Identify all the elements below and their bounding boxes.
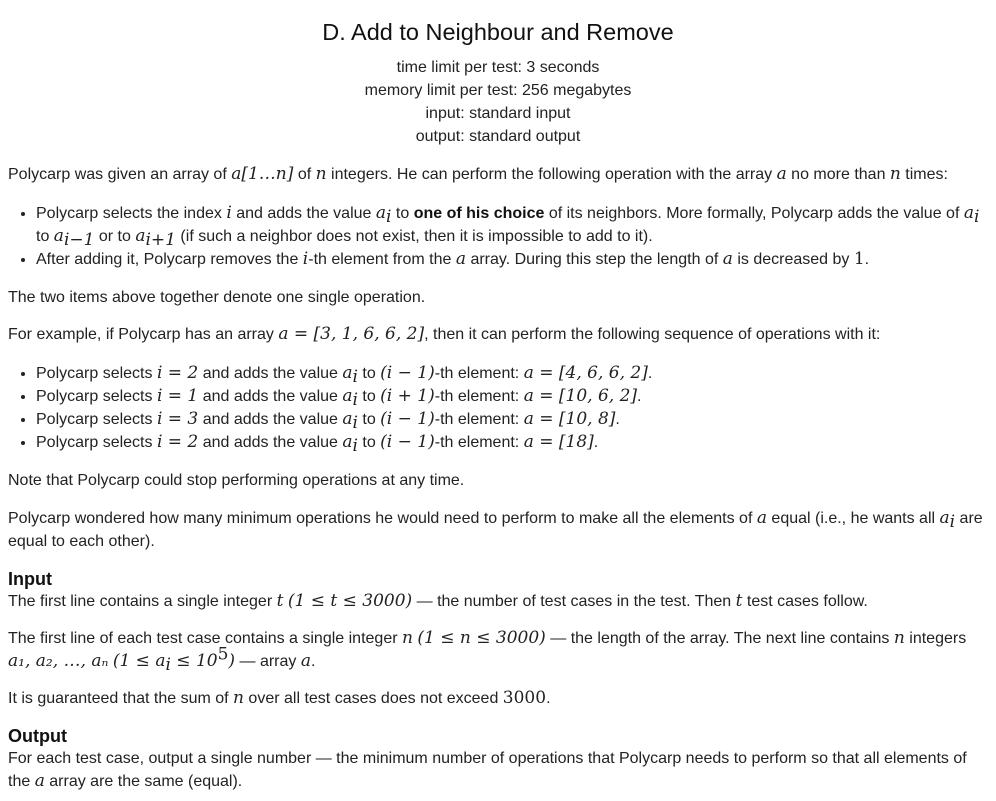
list-item: • Polycarp selects i = 1 and adds the value $a_i$ to (i + 1)-th element: a = [10, 6, 2]. bbox=[36, 385, 984, 408]
math-subscript: i bbox=[973, 207, 980, 228]
math: ≤ 10 bbox=[170, 651, 218, 671]
problem-title: D. Add to Neighbour and Remove bbox=[322, 19, 674, 45]
math-subscript: i+1 bbox=[145, 230, 176, 251]
statement-paragraph: The two items above together denote one single operation. bbox=[8, 289, 426, 306]
math-subscript: i bbox=[352, 436, 358, 457]
math: a = [18] bbox=[523, 432, 594, 452]
math: i = 3 bbox=[156, 409, 199, 429]
math: a bbox=[342, 432, 353, 452]
math: i = 1 bbox=[156, 386, 199, 406]
math: a bbox=[342, 409, 353, 429]
input-paragraph: The first line contains a single integer t (1 ≤ t ≤ 3000) — the number of test cases in the test. Then t test cases follow. bbox=[8, 591, 868, 611]
statement-paragraph: Polycarp wondered how many minimum operations he would need to perform to make all the elements of a equal (i.e., he wants all $a_i$ are equal to each other). bbox=[8, 508, 983, 550]
time-limit: time limit per test: 3 seconds bbox=[396, 59, 600, 76]
math: n bbox=[889, 164, 901, 184]
math: (i + 1) bbox=[380, 386, 435, 406]
math: 1 bbox=[853, 249, 865, 269]
math: i = 2 bbox=[156, 432, 199, 452]
statement-paragraph: For example, if Polycarp has an array a = [3, 1, 6, 6, 2], then it can perform the following sequence of operations with it: bbox=[8, 324, 881, 344]
math: a = [3, 1, 6, 6, 2] bbox=[278, 324, 425, 344]
math: a bbox=[53, 226, 64, 246]
list-item: • Polycarp selects i = 2 and adds the value $a_i$ to (i − 1)-th element: a = [18]. bbox=[36, 431, 984, 454]
math: a bbox=[756, 508, 767, 528]
input-section bbox=[8, 568, 984, 710]
math-subscript: i bbox=[352, 413, 358, 434]
list-item: • Polycarp selects i = 2 and adds the value $a_i$ to (i − 1)-th element: a = [4, 6, 6, 2]. bbox=[36, 362, 984, 385]
list-item: • Polycarp selects the index i and adds the value $a_i$ to one of his choice of its neighbors. More formally, Polycarp adds the value of $a_i$ to $a_{i-1}$ or to $a_{i+1}$ (if such a neighbor does not exist, then it is impossible to add to it). bbox=[36, 202, 984, 248]
list-item: • After adding it, Polycarp removes the i-th element from the a array. During this step the length of a is decreased by 1. bbox=[36, 248, 984, 271]
problem-limits bbox=[0, 56, 996, 148]
input-paragraph: The first line of each test case contains a single integer n (1 ≤ n ≤ 3000) — the length of the array. The next line contains n integers a₁, a₂, …, aₙ $(1 \le a_i \le 10^5)$ — array a. bbox=[8, 628, 967, 676]
math: n bbox=[402, 628, 413, 648]
input-section-title: Input bbox=[8, 569, 52, 589]
problem-header bbox=[0, 0, 996, 148]
statement-paragraph: Polycarp was given an array of a[1…n] of n integers. He can perform the following operation with the array a no more than n times: bbox=[8, 164, 948, 184]
math-subscript: i−1 bbox=[63, 230, 95, 251]
math: t bbox=[735, 591, 743, 611]
math: i bbox=[302, 249, 309, 269]
math: ) bbox=[228, 651, 236, 671]
math-subscript: i bbox=[165, 655, 171, 676]
math-subscript: i bbox=[386, 207, 392, 228]
math: a = [10, 6, 2] bbox=[523, 386, 638, 406]
math-subscript: i bbox=[352, 390, 358, 411]
math: a bbox=[342, 386, 353, 406]
math-subscript: i bbox=[949, 512, 956, 533]
list-item: • Polycarp selects i = 3 and adds the value $a_i$ to (i − 1)-th element: a = [10, 8]. bbox=[36, 408, 984, 431]
math: a bbox=[722, 249, 733, 269]
math: (1 ≤ a bbox=[112, 651, 166, 671]
math: a bbox=[939, 508, 950, 528]
input-paragraph: It is guaranteed that the sum of n over all test cases does not exceed 3000. bbox=[8, 688, 551, 708]
math: 3000 bbox=[502, 688, 547, 708]
math-subscript: i bbox=[352, 367, 358, 388]
math: i bbox=[226, 203, 232, 223]
math: a[1…n] bbox=[231, 164, 294, 184]
math: a = [10, 8] bbox=[523, 409, 616, 429]
math: a = [4, 6, 6, 2] bbox=[523, 363, 648, 383]
math: n bbox=[315, 164, 327, 184]
output-source: output: standard output bbox=[415, 128, 581, 145]
math: t bbox=[276, 591, 284, 611]
input-source: input: standard input bbox=[425, 105, 571, 122]
math: n bbox=[233, 688, 244, 708]
memory-limit: memory limit per test: 256 megabytes bbox=[364, 82, 632, 99]
math: a bbox=[34, 771, 45, 791]
math: a bbox=[375, 203, 387, 223]
math: a bbox=[963, 203, 974, 223]
example-operations-list bbox=[8, 362, 984, 457]
math: (1 ≤ t ≤ 3000) bbox=[287, 591, 413, 611]
math: n bbox=[893, 628, 905, 648]
math: a bbox=[342, 363, 353, 383]
math: a bbox=[135, 226, 146, 246]
math: a bbox=[455, 249, 466, 269]
emphasis-text: one of his choice bbox=[413, 205, 545, 222]
operation-rules-list bbox=[8, 202, 984, 271]
output-section-title: Output bbox=[8, 726, 67, 746]
math: (i − 1) bbox=[380, 409, 435, 429]
output-section bbox=[8, 725, 984, 793]
math: i = 2 bbox=[156, 363, 199, 383]
math: a bbox=[776, 164, 787, 184]
problem-statement bbox=[0, 163, 996, 793]
math: (i − 1) bbox=[380, 432, 435, 452]
math: (i − 1) bbox=[380, 363, 435, 383]
math-superscript: 5 bbox=[217, 644, 229, 665]
math: a₁, a₂, …, aₙ bbox=[8, 651, 109, 671]
statement-paragraph: Note that Polycarp could stop performing operations at any time. bbox=[8, 472, 465, 489]
math: a bbox=[300, 651, 311, 671]
math: (1 ≤ n ≤ 3000) bbox=[417, 628, 546, 648]
output-paragraph: For each test case, output a single number — the minimum number of operations that Polycarp needs to perform so that all elements of the a array are the same (equal). bbox=[8, 750, 967, 791]
